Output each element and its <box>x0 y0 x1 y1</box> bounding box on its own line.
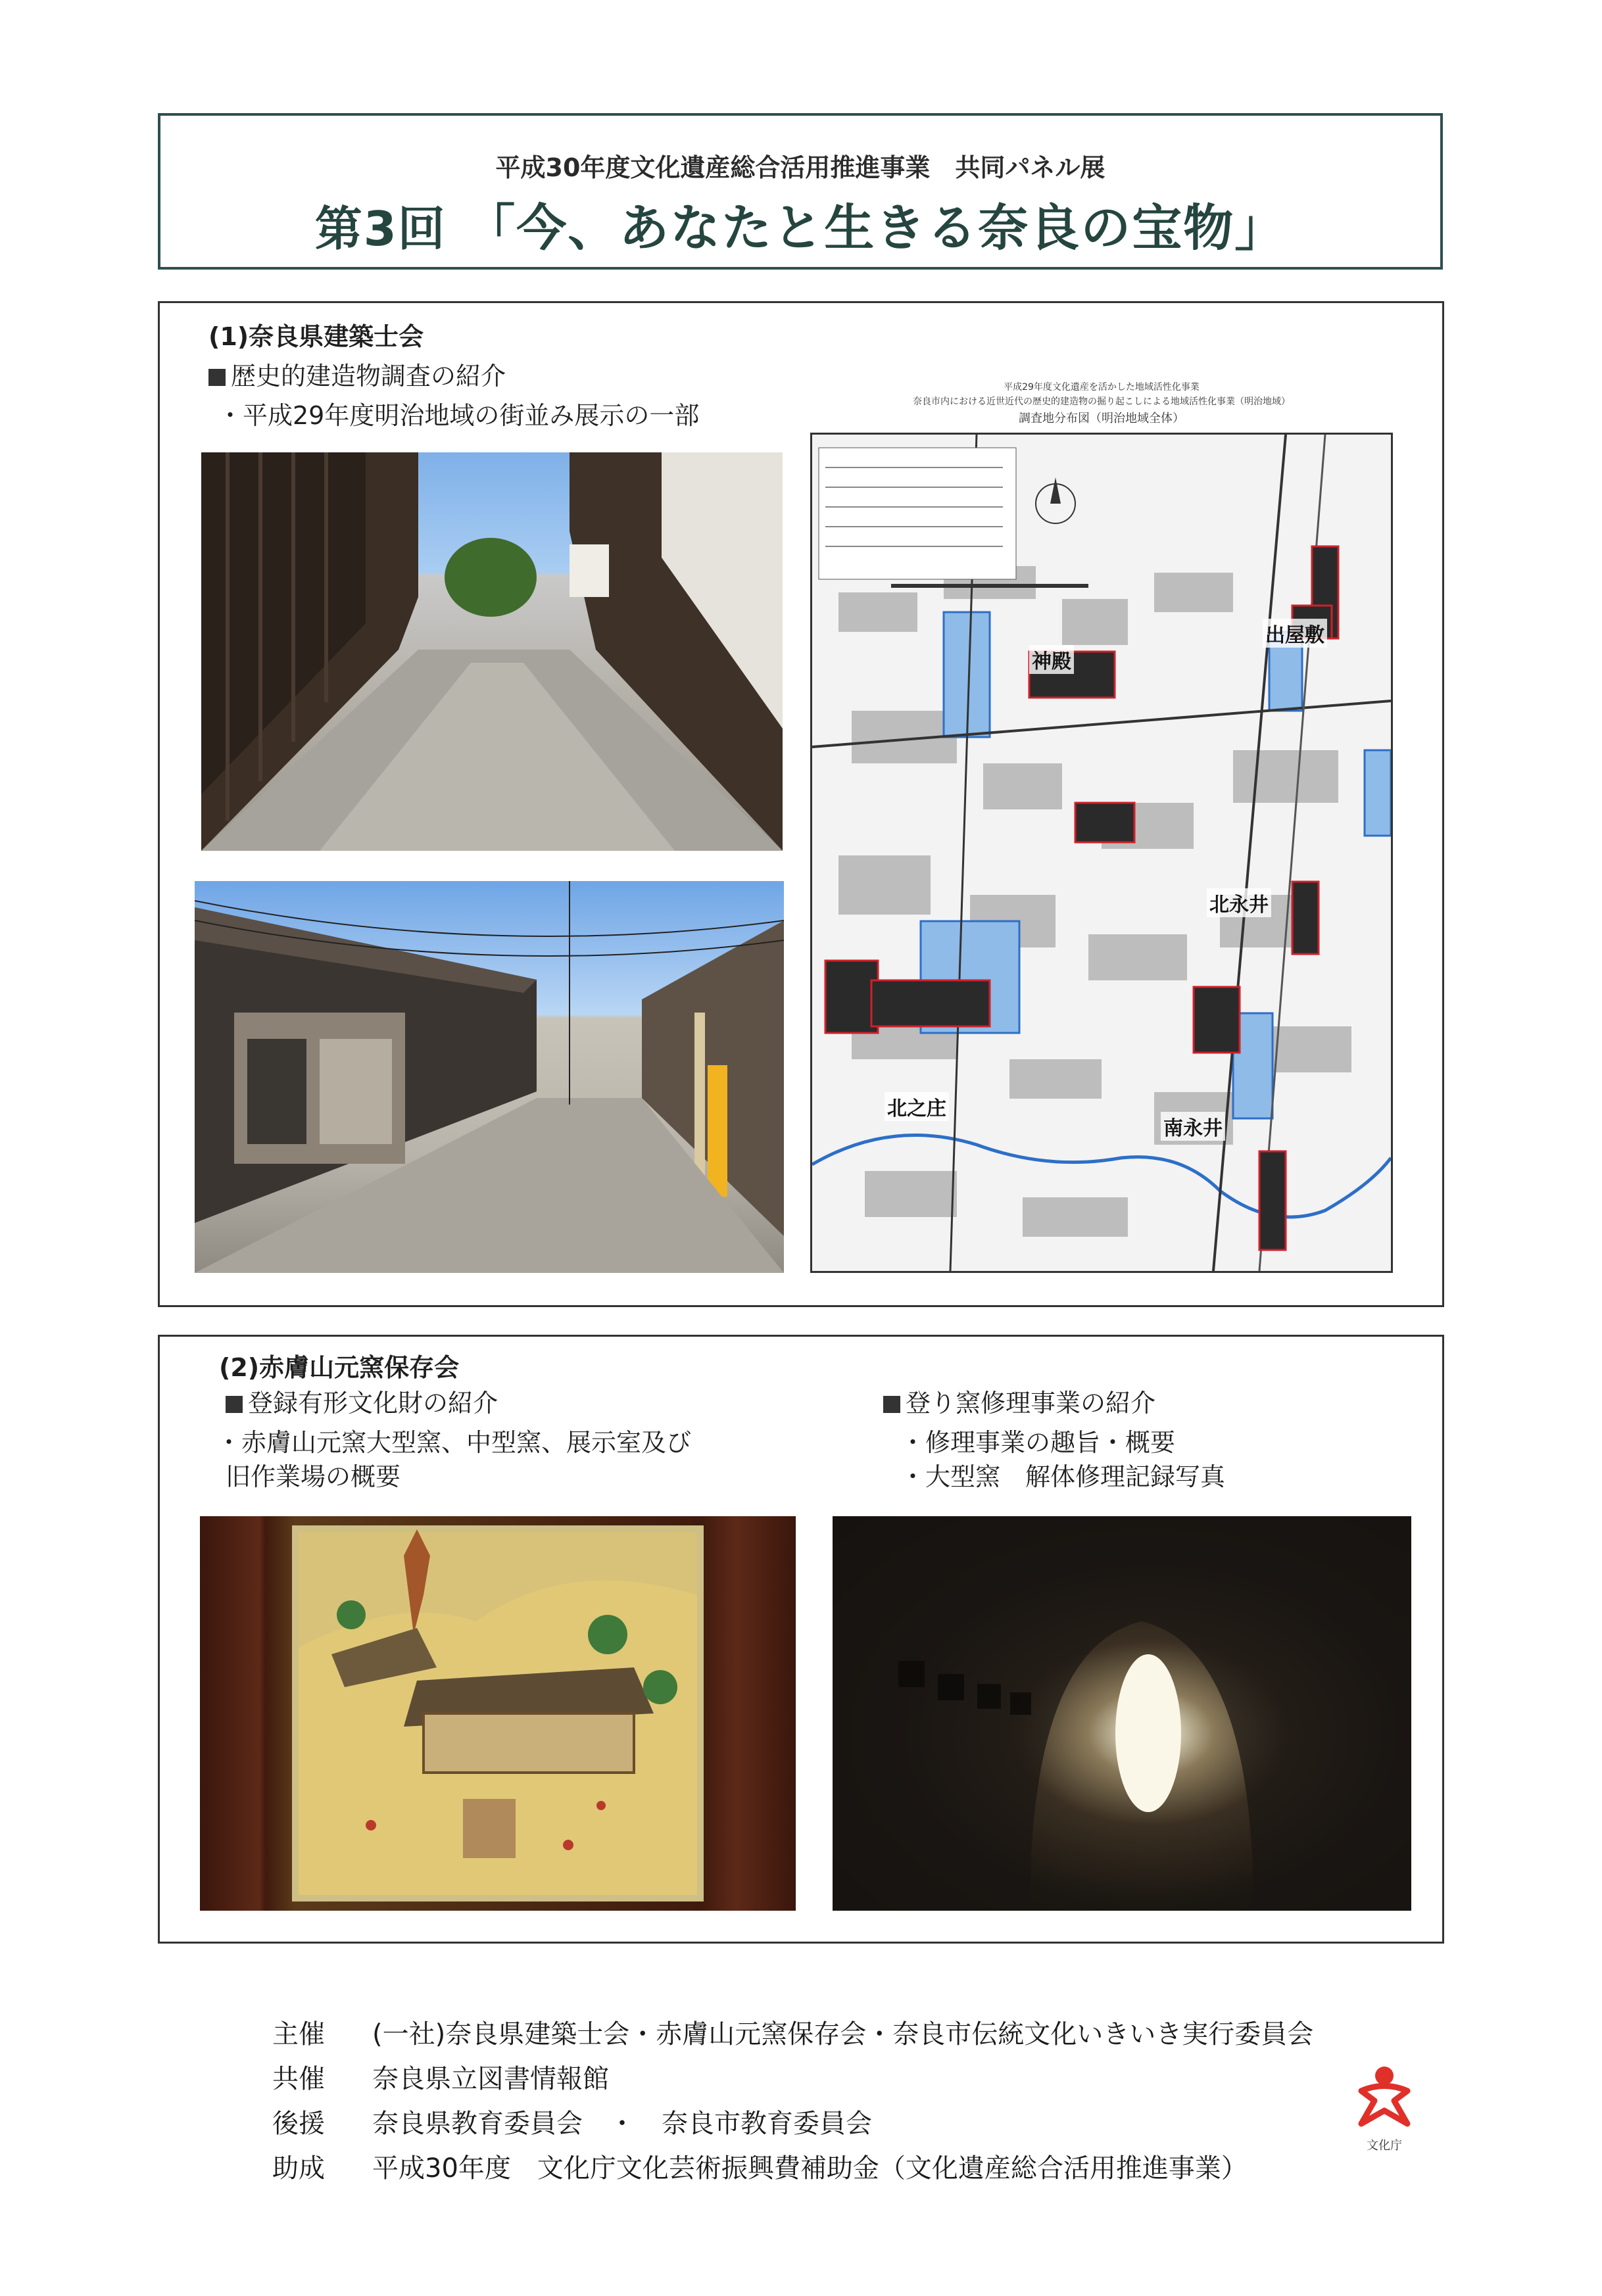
title-main: 「今、あなたと生きる奈良の宝物」 <box>465 199 1286 257</box>
section2-right-line2: ・大型窯 解体修理記録写真 <box>900 1462 1226 1491</box>
credit-row-host <box>272 2013 1390 2053</box>
header-banner <box>158 113 1443 270</box>
survey-map-area <box>812 435 1391 1271</box>
survey-map <box>810 433 1393 1273</box>
section2-left-line2: 旧作業場の概要 <box>226 1462 401 1491</box>
map-label-minaminagai: 南永井 <box>1161 1112 1225 1141</box>
square-bullet-icon <box>208 369 226 386</box>
square-bullet-icon <box>226 1396 243 1413</box>
header-title <box>160 188 1440 260</box>
map-label-kitanagai: 北永井 <box>1207 888 1271 917</box>
credit-value: 奈良県教育委員会 ・ 奈良市教育委員会 <box>372 2109 872 2139</box>
credit-label: 後援 <box>272 2109 325 2139</box>
section2-left-subheading: 登録有形文化財の紹介 <box>226 1383 498 1419</box>
credit-row-support <box>272 2103 1390 2142</box>
kiln-interior-photo <box>833 1516 1411 1911</box>
survey-map-art <box>812 435 1391 1271</box>
section2-right-line1: ・修理事業の趣旨・概要 <box>900 1428 1176 1457</box>
kiln-interior-art <box>833 1516 1411 1911</box>
header-subtitle: 平成30年度文化遺産総合活用推進事業 共同パネル展 <box>495 153 1105 182</box>
map-header-text <box>810 380 1393 426</box>
scroll-painting-art <box>200 1516 796 1911</box>
map-caption-line2: 奈良市内における近世近代の歴史的建造物の掘り起こしによる地域活性化事業（明治地域） <box>913 396 1290 407</box>
credit-row-grant <box>272 2147 1390 2187</box>
credit-value: (一社)奈良県建築士会・赤膚山元窯保存会・奈良市伝統文化いきいき実行委員会 <box>372 2019 1314 2049</box>
map-caption-line1: 平成29年度文化遺産を活かした地域活性化事業 <box>1004 382 1200 393</box>
section2-right-subheading: 登り窯修理事業の紹介 <box>883 1383 1155 1419</box>
footer-credits <box>272 2013 1390 2276</box>
title-prefix: 第3回 <box>314 201 447 256</box>
section1-bullet: ・平成29年度明治地域の街並み展示の一部 <box>218 401 700 430</box>
map-title: 調査地分布図（明治地域全体） <box>1019 412 1184 425</box>
street-photo-1-art <box>201 452 783 851</box>
agency-logo <box>1348 2061 1420 2153</box>
section2-title: (2)赤膚山元窯保存会 <box>219 1353 460 1382</box>
credit-value: 奈良県立図書情報館 <box>372 2064 609 2094</box>
credit-label: 共催 <box>272 2064 325 2094</box>
street-photo-2 <box>195 881 784 1273</box>
scroll-painting-photo <box>200 1516 796 1911</box>
credit-label: 助成 <box>272 2153 325 2184</box>
credit-row-cohost <box>272 2058 1390 2097</box>
street-photo-1 <box>201 452 783 851</box>
section2-left-line1: ・赤膚山元窯大型窯、中型窯、展示室及び <box>216 1428 692 1457</box>
agency-logo-icon <box>1348 2061 1420 2134</box>
section1-title: (1)奈良県建築士会 <box>208 322 424 351</box>
map-label-kitanosho: 北之庄 <box>885 1092 949 1121</box>
street-photo-2-art <box>195 881 784 1273</box>
map-label-demyashiki: 出屋敷 <box>1263 619 1327 648</box>
agency-logo-text: 文化庁 <box>1367 2139 1402 2153</box>
credit-label: 主催 <box>272 2019 325 2049</box>
section1-subheading: 歴史的建造物調査の紹介 <box>208 356 506 392</box>
square-bullet-icon <box>883 1396 900 1413</box>
credit-value: 平成30年度 文化庁文化芸術振興費補助金（文化遺産総合活用推進事業） <box>372 2153 1248 2184</box>
map-label-kannon: 神殿 <box>1029 645 1074 674</box>
